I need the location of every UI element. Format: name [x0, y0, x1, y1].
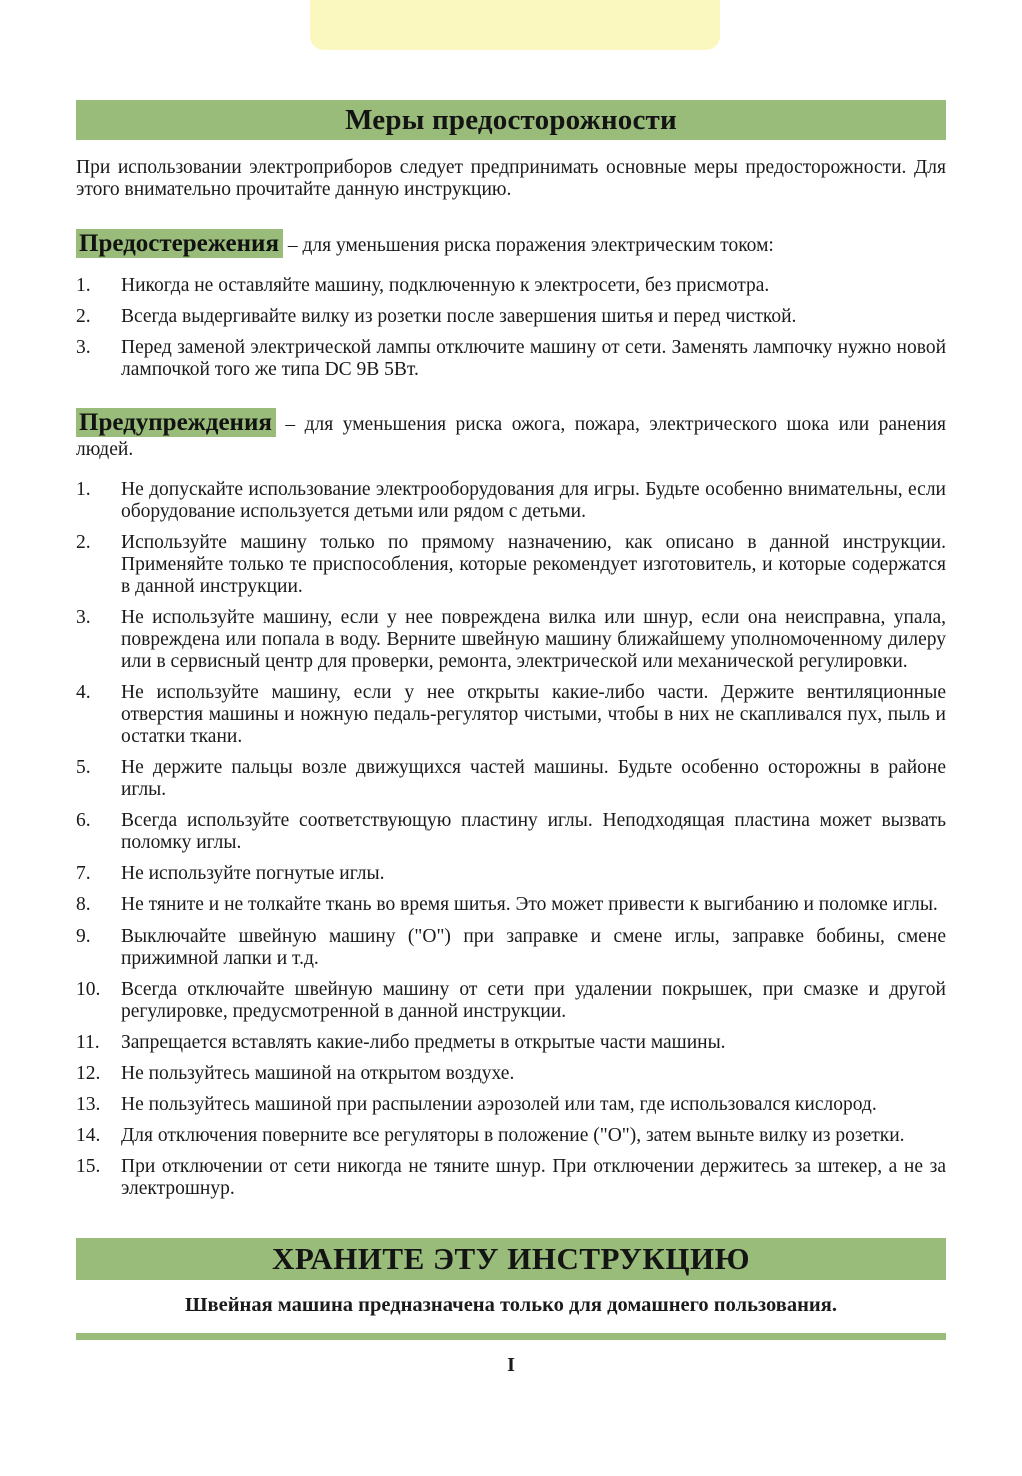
list-item-number: 12.	[76, 1062, 101, 1084]
list-item-number: 5.	[76, 757, 91, 779]
list-item-text: Не пользуйтесь машиной на открытом воздухе.	[121, 1062, 515, 1084]
list-item-text: Выключайте швейную машину ("О") при заправке и смене иглы, заправке бобины, смене прижимной лапки и т.д.	[121, 925, 946, 969]
list-item	[76, 607, 946, 673]
list-item	[76, 810, 946, 854]
list-item-text: Всегда выдергивайте вилку из розетки после завершения шитья и перед чисткой.	[121, 306, 797, 328]
list-item	[76, 275, 946, 297]
list-item	[76, 532, 946, 598]
section-heading-highlight: Предостережения	[76, 229, 283, 258]
home-use-note: Швейная машина предназначена только для домашнего пользования.	[185, 1293, 837, 1316]
list-item-number: 7.	[76, 863, 91, 885]
list-item-text: Не пользуйтесь машиной при распылении аэрозолей или там, где использовался кислород.	[121, 1093, 877, 1115]
list-item-number: 13.	[76, 1093, 101, 1115]
page-title: Меры предосторожности	[345, 103, 677, 136]
list-item-number: 3.	[76, 607, 91, 629]
list-item	[76, 1063, 946, 1085]
list-item-number: 10.	[76, 978, 101, 1000]
page-number: I	[507, 1354, 515, 1377]
list-item-number: 1.	[76, 275, 91, 297]
list-item-text: Запрещается вставлять какие-либо предметы в открытые части машины.	[121, 1031, 726, 1053]
list-item-text: Перед заменой электрической лампы отключите машину от сети. Заменять лампочку нужно новой лампочкой того же типа DC 9B 5Вт.	[121, 337, 946, 381]
intro-paragraph: При использовании электроприборов следует предпринимать основные меры предосторожности. Для этого внимательно прочитайте данную инструкцию.	[76, 157, 946, 201]
list-item-number: 15.	[76, 1155, 101, 1177]
list-item-number: 2.	[76, 306, 91, 328]
list-item-number: 9.	[76, 925, 91, 947]
list-item-text: Для отключения поверните все регуляторы в положение ("О"), затем выньте вилку из розетки.	[121, 1124, 905, 1146]
list-item	[76, 757, 946, 801]
footer-banner-title: ХРАНИТЕ ЭТУ ИНСТРУКЦИЮ	[271, 1241, 751, 1277]
section-heading-warnings	[76, 408, 946, 461]
list-item-text: При отключении от сети никогда не тяните шнур. При отключении держитесь за штекер, а не за электрошнур.	[121, 1155, 946, 1199]
list-item-text: Не используйте машину, если у нее открыты какие-либо части. Держите вентиляционные отверстия машины и ножную педаль-регулятор чистыми, чтобы в них не скапливался пух, пыль и остатки ткани.	[121, 682, 946, 748]
section-heading-tail: – для уменьшения риска поражения электрическим током:	[282, 234, 774, 256]
warnings-list	[76, 479, 946, 1200]
list-item	[76, 337, 946, 381]
list-item-number: 1.	[76, 478, 91, 500]
footer-banner	[76, 1238, 946, 1280]
list-item	[76, 894, 946, 916]
list-item-text: Не держите пальцы возле движущихся частей машины. Будьте особенно осторожны в районе иглы.	[121, 757, 946, 801]
list-item-text: Не используйте погнутые иглы.	[121, 863, 385, 885]
cautions-list	[76, 275, 946, 381]
list-item	[76, 479, 946, 523]
list-item-text: Всегда используйте соответствующую пластину иглы. Неподходящая пластина может вызвать поломку иглы.	[121, 810, 946, 854]
section-heading-highlight: Предупреждения	[76, 408, 276, 437]
list-item-text: Используйте машину только по прямому назначению, как описано в данной инструкции. Применяйте только те приспособления, которые рекомендует изготовитель, и которые содержатся в данной инструкции.	[121, 532, 946, 598]
list-item	[76, 1125, 946, 1147]
list-item	[76, 926, 946, 970]
list-item	[76, 1156, 946, 1200]
list-item-text: Не допускайте использование электрооборудования для игры. Будьте особенно внимательны, если оборудование используется детьми или рядом с детьми.	[121, 478, 946, 522]
document-page	[76, 0, 946, 1377]
footer-spacer	[76, 1200, 946, 1238]
list-item-text: Не используйте машину, если у нее повреждена вилка или шнур, если она неисправна, упала, повреждена или попала в воду. Верните швейную машину ближайшему уполномоченному дилеру или в сервисный центр для проверки, ремонта, электрической или механической регулировки.	[121, 607, 946, 673]
list-item-text: Никогда не оставляйте машину, подключенную к электросети, без присмотра.	[121, 275, 770, 297]
list-item-text: Не тяните и не толкайте ткань во время шитья. Это может привести к выгибанию и поломке иглы.	[121, 894, 938, 916]
list-item	[76, 682, 946, 748]
list-item-number: 14.	[76, 1124, 101, 1146]
list-item-number: 8.	[76, 894, 91, 916]
list-item	[76, 863, 946, 885]
list-item	[76, 1094, 946, 1116]
list-item-number: 2.	[76, 532, 91, 554]
list-item	[76, 979, 946, 1023]
section-heading-tail: – для уменьшения риска ожога, пожара, электрического шока или ранения людей.	[76, 414, 946, 460]
list-item-number: 4.	[76, 682, 91, 704]
list-item	[76, 1032, 946, 1054]
section-heading-cautions	[76, 229, 946, 259]
list-item-number: 3.	[76, 337, 91, 359]
page-title-banner	[76, 100, 946, 140]
list-item-text: Всегда отключайте швейную машину от сети при удалении покрышек, при смазке и другой регулировке, предусмотренной в данной инструкции.	[121, 978, 946, 1022]
bottom-divider	[76, 1333, 946, 1340]
list-item-number: 11.	[76, 1031, 100, 1053]
list-item-number: 6.	[76, 810, 91, 832]
list-item	[76, 306, 946, 328]
